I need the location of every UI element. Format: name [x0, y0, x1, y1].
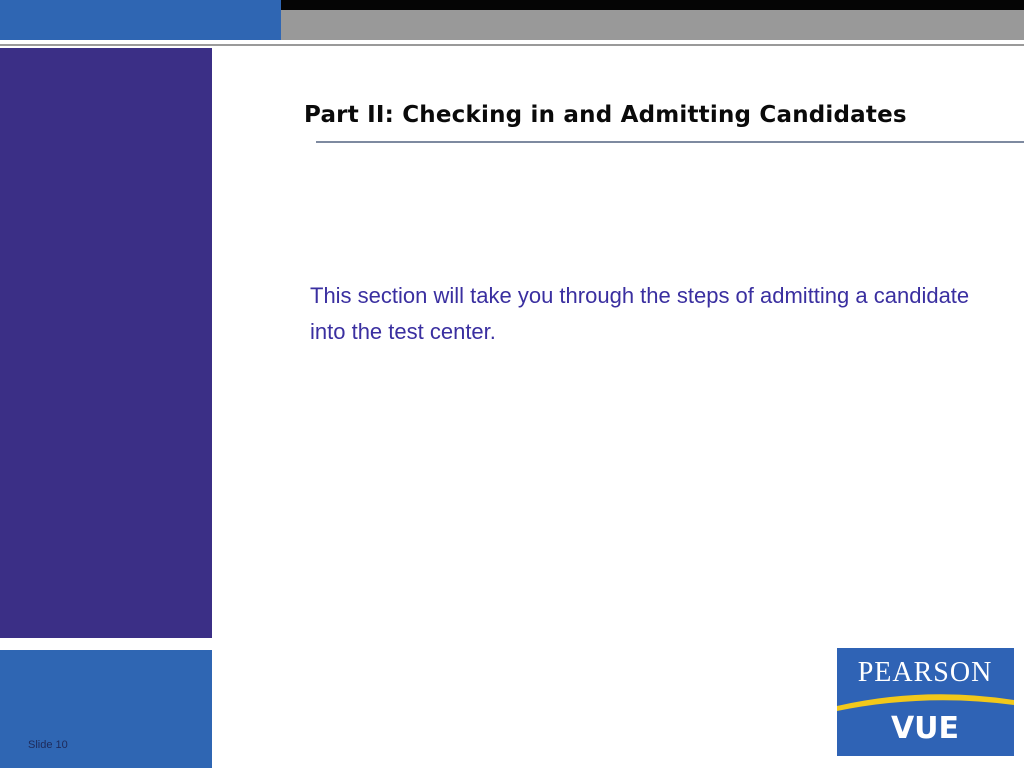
title-underline	[316, 141, 1024, 143]
slide-body-text: This section will take you through the steps of admitting a candidate into the test center.	[310, 283, 970, 344]
logo-bottom-text: VUE	[890, 711, 960, 746]
pearson-vue-logo	[837, 648, 1014, 756]
header-divider	[0, 44, 1024, 46]
header-gray-bar	[281, 10, 1024, 40]
header-blue-block	[0, 0, 281, 40]
header-black-bar	[281, 0, 1024, 10]
slide-title: Part II: Checking in and Admitting Candidates	[304, 102, 907, 128]
slide-number: Slide 10	[28, 739, 68, 751]
logo-top-text: PEARSON	[857, 657, 993, 688]
left-sidebar-panel	[0, 48, 212, 638]
